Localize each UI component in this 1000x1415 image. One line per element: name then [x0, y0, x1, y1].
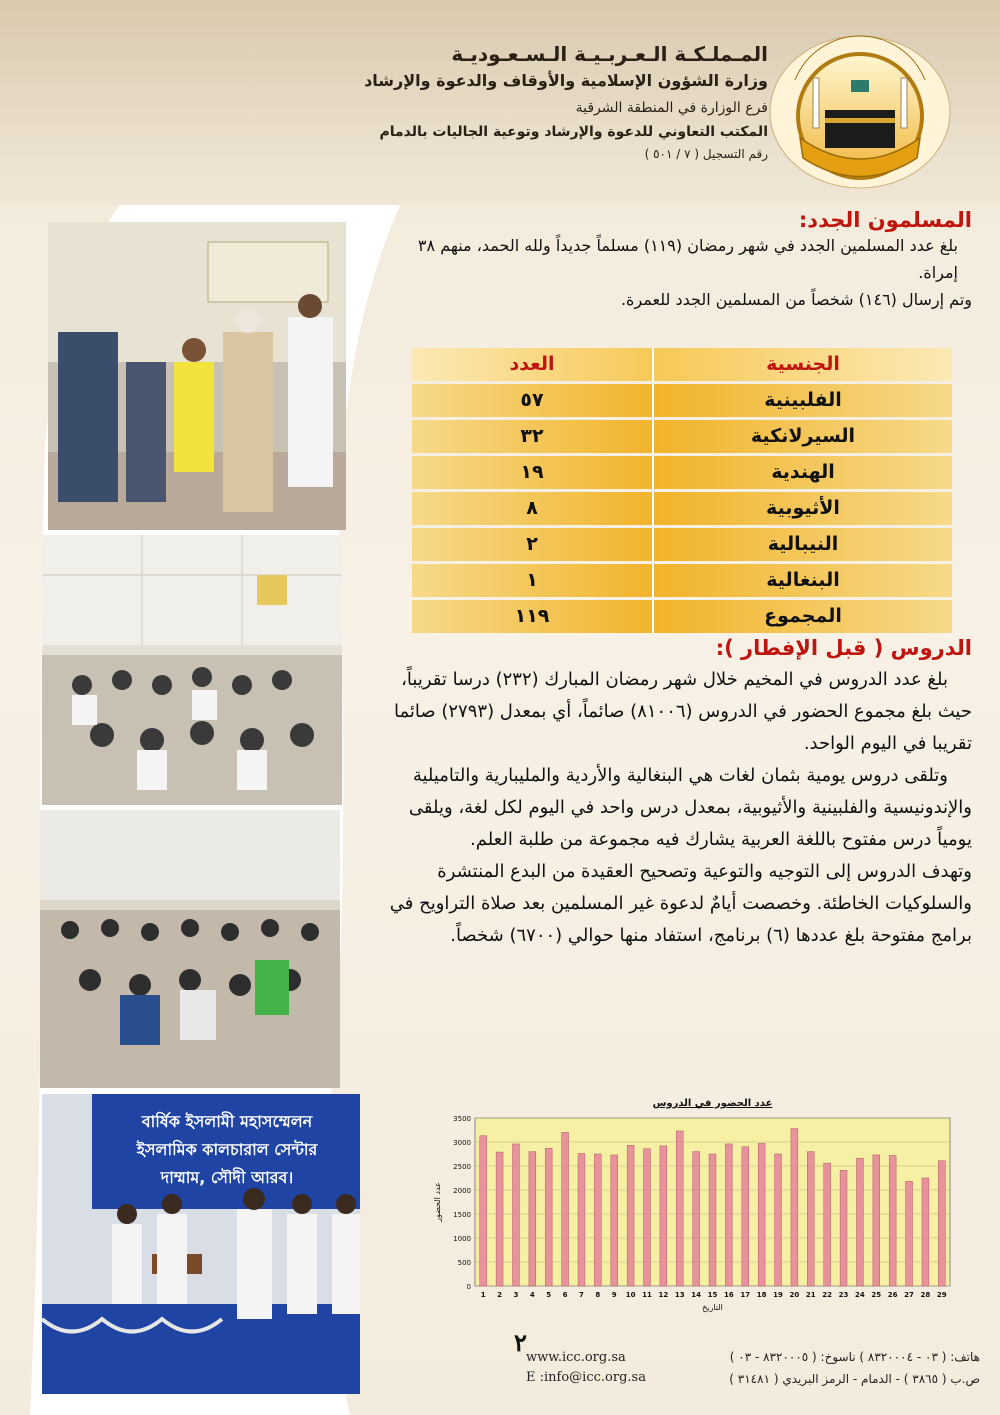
banner-line-1: বার্ষিক ইসলামী মহাসম্মেলন — [141, 1112, 313, 1131]
bar — [725, 1144, 732, 1286]
footer-website[interactable]: www.icc.org.sa — [526, 1350, 626, 1365]
row-nationality: الفلبينية — [652, 384, 952, 417]
office-title: المكتب التعاوني للدعوة والإرشاد وتوعية الجاليات بالدمام — [379, 124, 768, 140]
registration-number: رقم التسجيل ( ٧ / ٥٠١ ) — [644, 147, 768, 161]
lessons-paragraph-3: وتهدف الدروس إلى التوجيه والتوعية وتصحيح العقيدة من البدع المنتشرة والسلوكيات الخاطئة. وخصصت أيامٌ لدعوة غير المسلمين بعد صلاة التراويح في برامج مفتوحة بلغ عددها (٦) برنامج، استفاد منها حوالي (٦٧٠٠) شخصاً. — [389, 861, 972, 946]
x-tick-label: 25 — [871, 1291, 882, 1299]
row-count: ٢ — [526, 533, 538, 555]
table-row — [412, 384, 952, 417]
y-tick-label: 3000 — [453, 1139, 471, 1147]
branch-title: فرع الوزارة في المنطقة الشرقية — [575, 100, 768, 116]
x-tick-label: 15 — [707, 1291, 718, 1299]
x-tick-label: 24 — [855, 1291, 865, 1299]
bar — [824, 1163, 831, 1286]
x-tick-label: 4 — [529, 1291, 535, 1299]
lessons-section — [382, 636, 972, 952]
x-tick-label: 23 — [838, 1291, 849, 1299]
y-tick-label: 3500 — [453, 1115, 471, 1123]
y-tick-label: 0 — [466, 1283, 471, 1291]
row-nationality: النيبالية — [652, 528, 952, 561]
x-tick-label: 9 — [611, 1291, 617, 1299]
office-logo — [765, 20, 955, 190]
y-axis-label: عدد الحضور — [433, 1182, 442, 1222]
photo-tent-lesson — [42, 535, 342, 805]
header-text — [348, 40, 768, 164]
bar — [742, 1147, 749, 1286]
y-tick-label: 2500 — [453, 1163, 471, 1171]
footer-address: ص.ب ( ٣٨٦٥ ) - الدمام - الرمز البريدي ( ٣١٤٨١ ) — [729, 1372, 980, 1386]
table-row — [412, 456, 952, 489]
x-tick-label: 28 — [920, 1291, 931, 1299]
bar — [938, 1161, 945, 1286]
row-count: ٣٢ — [520, 425, 544, 447]
bar — [775, 1154, 782, 1286]
table-row — [412, 564, 952, 597]
bar — [709, 1154, 716, 1286]
bar — [693, 1152, 700, 1286]
bar — [480, 1136, 487, 1286]
bar — [856, 1158, 863, 1286]
x-tick-label: 18 — [756, 1291, 767, 1299]
row-nationality: الأثيوبية — [652, 492, 952, 525]
x-tick-label: 7 — [579, 1291, 584, 1299]
row-nationality: البنغالية — [652, 564, 952, 597]
bar — [496, 1152, 503, 1286]
bar — [906, 1181, 913, 1286]
banner-text — [102, 1108, 352, 1192]
row-count: ٥٧ — [520, 389, 544, 411]
x-tick-label: 2 — [497, 1291, 503, 1299]
bar — [660, 1146, 667, 1286]
bar — [791, 1129, 798, 1286]
bar — [529, 1152, 536, 1286]
table-row — [412, 528, 952, 561]
row-count: ١ — [526, 569, 538, 591]
new-muslims-paragraph-1: بلغ عدد المسلمين الجدد في شهر رمضان (١١٩) مسلماً جديداً ولله الحمد، منهم ٣٨ إمراة. — [417, 236, 958, 282]
row-nationality: السيرلانكية — [652, 420, 952, 453]
x-tick-label: 20 — [789, 1291, 800, 1299]
photo-seated-audience — [40, 810, 340, 1088]
x-tick-label: 14 — [691, 1291, 701, 1299]
attendance-bar-chart — [430, 1092, 960, 1332]
page-number: ٢ — [514, 1328, 527, 1357]
bar — [513, 1144, 520, 1286]
x-tick-label: 19 — [773, 1291, 783, 1299]
x-tick-label: 5 — [546, 1291, 552, 1299]
bar — [758, 1143, 765, 1286]
bar — [578, 1154, 585, 1286]
x-tick-label: 6 — [562, 1291, 568, 1299]
x-tick-label: 26 — [887, 1291, 898, 1299]
lessons-paragraph-1: بلغ عدد الدروس في المخيم خلال شهر رمضان المبارك (٢٣٢) درسا تقريباً، حيث بلغ مجموع الحضور في الدروس (٨١٠٠٦) صائماً، أي بمعدل (٢٧٩٣) صائما تقريبا في اليوم الواحد. — [393, 669, 972, 754]
ministry-title: وزارة الشؤون الإسلامية والأوقاف والدعوة والإرشاد — [364, 71, 768, 90]
bar — [611, 1155, 618, 1286]
table-row — [412, 420, 952, 453]
new-muslims-section — [392, 208, 972, 313]
x-tick-label: 11 — [642, 1291, 652, 1299]
x-tick-label: 12 — [658, 1291, 669, 1299]
table-total-row — [412, 600, 952, 633]
bar — [807, 1152, 814, 1286]
bar — [840, 1170, 847, 1286]
x-tick-label: 3 — [513, 1291, 519, 1299]
footer-email[interactable]: E :info@icc.org.sa — [526, 1370, 646, 1385]
kingdom-title: المـملـكـة الـعـربـيـة الـسـعـوديـة — [451, 42, 768, 66]
table-row — [412, 492, 952, 525]
bar — [627, 1145, 634, 1286]
y-tick-label: 500 — [457, 1259, 471, 1267]
row-nationality: الهندية — [652, 456, 952, 489]
new-muslims-paragraph-2: وتم إرسال (١٤٦) شخصاً من المسلمين الجدد للعمرة. — [620, 290, 972, 309]
banner-line-3: দাম্মাম, সৌদী আরব। — [160, 1168, 294, 1187]
row-nationality: المجموع — [652, 600, 952, 633]
banner-line-2: ইসলামিক কালচারাল সেন্টার — [136, 1140, 318, 1159]
y-tick-label: 2000 — [453, 1187, 471, 1195]
x-tick-label: 21 — [805, 1291, 816, 1299]
row-count: ١٩ — [520, 461, 544, 483]
x-tick-label: 10 — [625, 1291, 636, 1299]
bar — [873, 1155, 880, 1286]
column-count: العدد — [509, 353, 555, 375]
photo-stage-ceremony — [48, 222, 346, 530]
bar — [594, 1154, 601, 1286]
nationality-table — [412, 348, 952, 636]
bar — [922, 1178, 929, 1286]
bar — [676, 1131, 683, 1286]
lessons-heading: الدروس ( قبل الإفطار ): — [715, 636, 972, 660]
lessons-paragraph-2: وتلقى دروس يومية بثمان لغات هي البنغالية والأردية والمليبارية والتاميلية والإندونيسية والفلبينية والأثيوبية، بمعدل درس واحد في اليوم لكل لغة، ويلقى يومياً درس مفتوح باللغة العربية يشارك فيه مجموعة من طلبة العلم. — [408, 765, 972, 850]
bar — [644, 1149, 651, 1286]
bar — [562, 1132, 569, 1286]
bar — [889, 1155, 896, 1286]
table-header-row — [412, 348, 952, 381]
row-count: ١١٩ — [514, 605, 550, 627]
x-axis-label: التاريخ — [702, 1303, 723, 1312]
new-muslims-heading: المسلمون الجدد: — [798, 208, 972, 232]
page-header — [0, 0, 1000, 205]
column-nationality: الجنسية — [652, 348, 952, 381]
x-tick-label: 27 — [904, 1291, 914, 1299]
x-tick-label: 16 — [724, 1291, 734, 1299]
x-tick-label: 22 — [822, 1291, 833, 1299]
x-tick-label: 1 — [480, 1291, 486, 1299]
x-tick-label: 13 — [674, 1291, 685, 1299]
photo-conference-banner — [42, 1094, 360, 1394]
y-tick-label: 1000 — [453, 1235, 471, 1243]
row-count: ٨ — [526, 497, 538, 519]
bar — [545, 1148, 552, 1286]
footer-phone: هاتف: ( ٠٣ - ٨٣٢٠٠٠٤ ) ناسوخ: ( ٨٣٢٠٠٠٥ - ٠٣ ) — [729, 1350, 980, 1364]
y-tick-label: 1500 — [453, 1211, 471, 1219]
x-tick-label: 8 — [595, 1291, 601, 1299]
chart-title: عدد الحضور في الدروس — [652, 1098, 773, 1109]
x-tick-label: 17 — [740, 1291, 751, 1299]
x-tick-label: 29 — [936, 1291, 947, 1299]
